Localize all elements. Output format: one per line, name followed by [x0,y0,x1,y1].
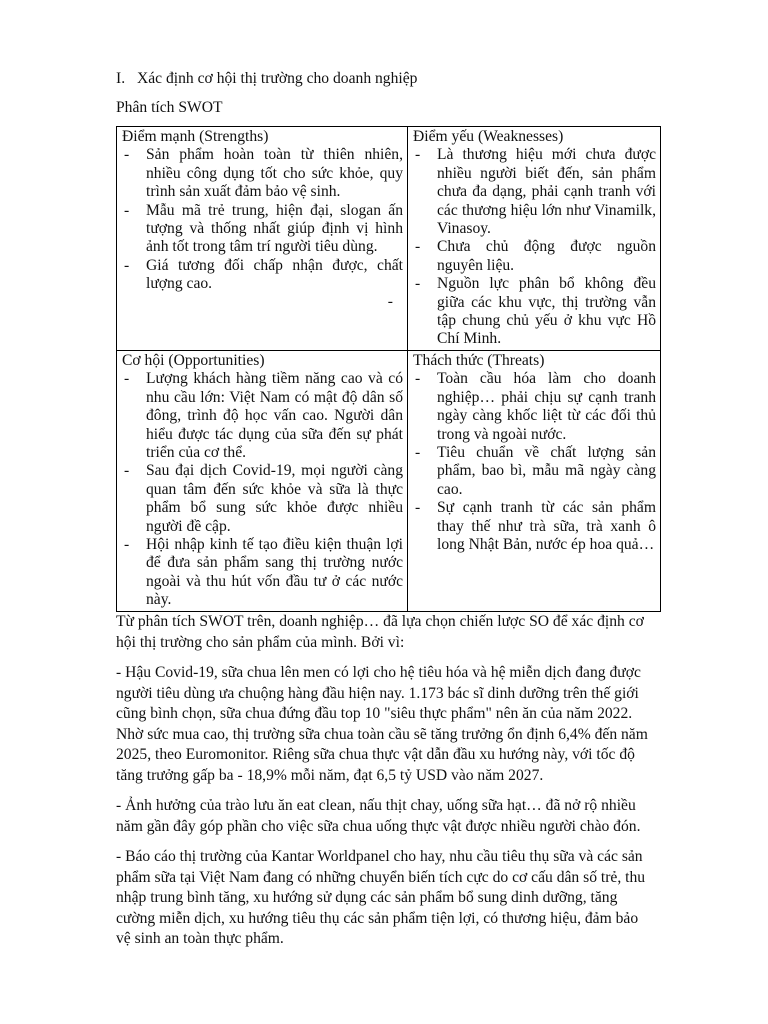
list-item: - Chưa chủ động được nguồn nguyên liệu. [413,238,656,275]
section-number: I. [116,70,126,87]
paragraph: - Hậu Covid-19, sữa chua lên men có lợi cho hệ tiêu hóa và hệ miễn dịch đang được người tiêu dùng ưa chuộng hàng đầu hiện nay. 1.173 bác sĩ dinh dưỡng trên thế giới cũng bình chọn, sữa chua đứng đầu top 10 "siêu thực phẩm" nên ăn của năm 2022. Nhờ sức mua cao, thị trường sữa chua toàn cầu sẽ tăng trưởng ổn định 6,4% đến năm 2025, theo Euromonitor. Riêng sữa chua thực vật dẫn đầu xu hướng này, với tốc độ tăng trưởng gấp ba - 18,9% mỗi năm, đạt 6,5 tỷ USD vào năm 2027. [116,664,648,784]
opportunities-cell [117,350,408,611]
threats-cell [408,350,661,611]
strengths-list [122,146,403,293]
list-item: - Sau đại dịch Covid-19, mọi người càng quan tâm đến sức khỏe và sữa là thực phẩm bổ sung sức khỏe được nhiều người đề cập. [122,462,403,536]
swot-table [116,126,661,612]
threats-list [413,370,656,554]
section-heading [116,70,417,88]
list-item: - Sự cạnh tranh từ các sản phẩm thay thế như trà sữa, trà xanh ô long Nhật Bản, nước ép hoa quả… [413,499,656,554]
list-item: - Tiêu chuẩn về chất lượng sản phẩm, bao bì, mẫu mã ngày càng cao. [413,444,656,499]
swot-row-internal [117,127,661,351]
list-item: - Giá tương đối chấp nhận được, chất lượng cao. [122,257,403,294]
opportunities-title: Cơ hội (Opportunities) [122,351,265,369]
strengths-title: Điểm mạnh (Strengths) [122,128,269,145]
weaknesses-list [413,146,656,348]
swot-row-external [117,350,661,611]
trailing-dash: - [387,292,393,310]
list-item: - Nguồn lực phân bổ không đều giữa các khu vực, thị trường vẫn tập chung chủ yếu ở khu vực Hồ Chí Minh. [413,275,656,349]
weaknesses-cell [408,127,661,351]
list-item: - Sản phẩm hoàn toàn từ thiên nhiên, nhiều công dụng tốt cho sức khỏe, quy trình sản xuất đảm bảo vệ sinh. [122,146,403,201]
threats-title: Thách thức (Threats) [413,351,545,369]
list-item: - Là thương hiệu mới chưa được nhiều người biết đến, sản phẩm chưa đa dạng, phải cạnh tranh với các thương hiệu lớn như Vinamilk, Vinasoy. [413,146,656,238]
opportunities-list [122,370,403,609]
list-item: - Mẫu mã trẻ trung, hiện đại, slogan ấn tượng và thống nhất giúp định vị hình ảnh tốt trong tâm trí người tiêu dùng. [122,202,403,257]
body-text [116,612,656,960]
paragraph: - Báo cáo thị trường của Kantar Worldpanel cho hay, nhu cầu tiêu thụ sữa và các sản phẩm sữa tại Việt Nam đang có những chuyển biến tích cực do cơ cấu dân số trẻ, thu nhập trung bình tăng, xu hướng sử dụng các sản phẩm bổ sung dinh dưỡng, tăng cường miễn dịch, xu hướng tiêu thụ các sản phẩm tiện lợi, có thương hiệu, đảm bảo vệ sinh an toàn thực phẩm. [116,848,646,947]
list-item: - Lượng khách hàng tiềm năng cao và có nhu cầu lớn: Việt Nam có mật độ dân số đông, trình độ học vấn cao. Người dân hiểu được tác dụng của sữa đến sự phát triển của cơ thể. [122,370,403,462]
swot-subtitle: Phân tích SWOT [116,99,223,116]
list-item: - Toàn cầu hóa làm cho doanh nghiệp… phải chịu sự cạnh tranh ngày càng khốc liệt từ các đối thủ trong và ngoài nước. [413,370,656,444]
paragraph: Từ phân tích SWOT trên, doanh nghiệp… đã lựa chọn chiến lược SO để xác định cơ hội thị trường cho sản phẩm của mình. Bởi vì: [116,613,644,651]
weaknesses-title: Điểm yếu (Weaknesses) [413,128,564,145]
strengths-cell [117,127,408,351]
paragraph: - Ảnh hưởng của trào lưu ăn eat clean, nấu thịt chay, uống sữa hạt… đã nở rộ nhiều năm gần đây góp phần cho việc sữa chua uống thực vật được nhiều người chào đón. [116,797,641,835]
list-item: - Hội nhập kinh tế tạo điều kiện thuận lợi để đưa sản phẩm sang thị trường nước ngoài và thu hút vốn đầu tư ở các nước này. [122,536,403,610]
section-title: Xác định cơ hội thị trường cho doanh nghiệp [137,70,418,87]
